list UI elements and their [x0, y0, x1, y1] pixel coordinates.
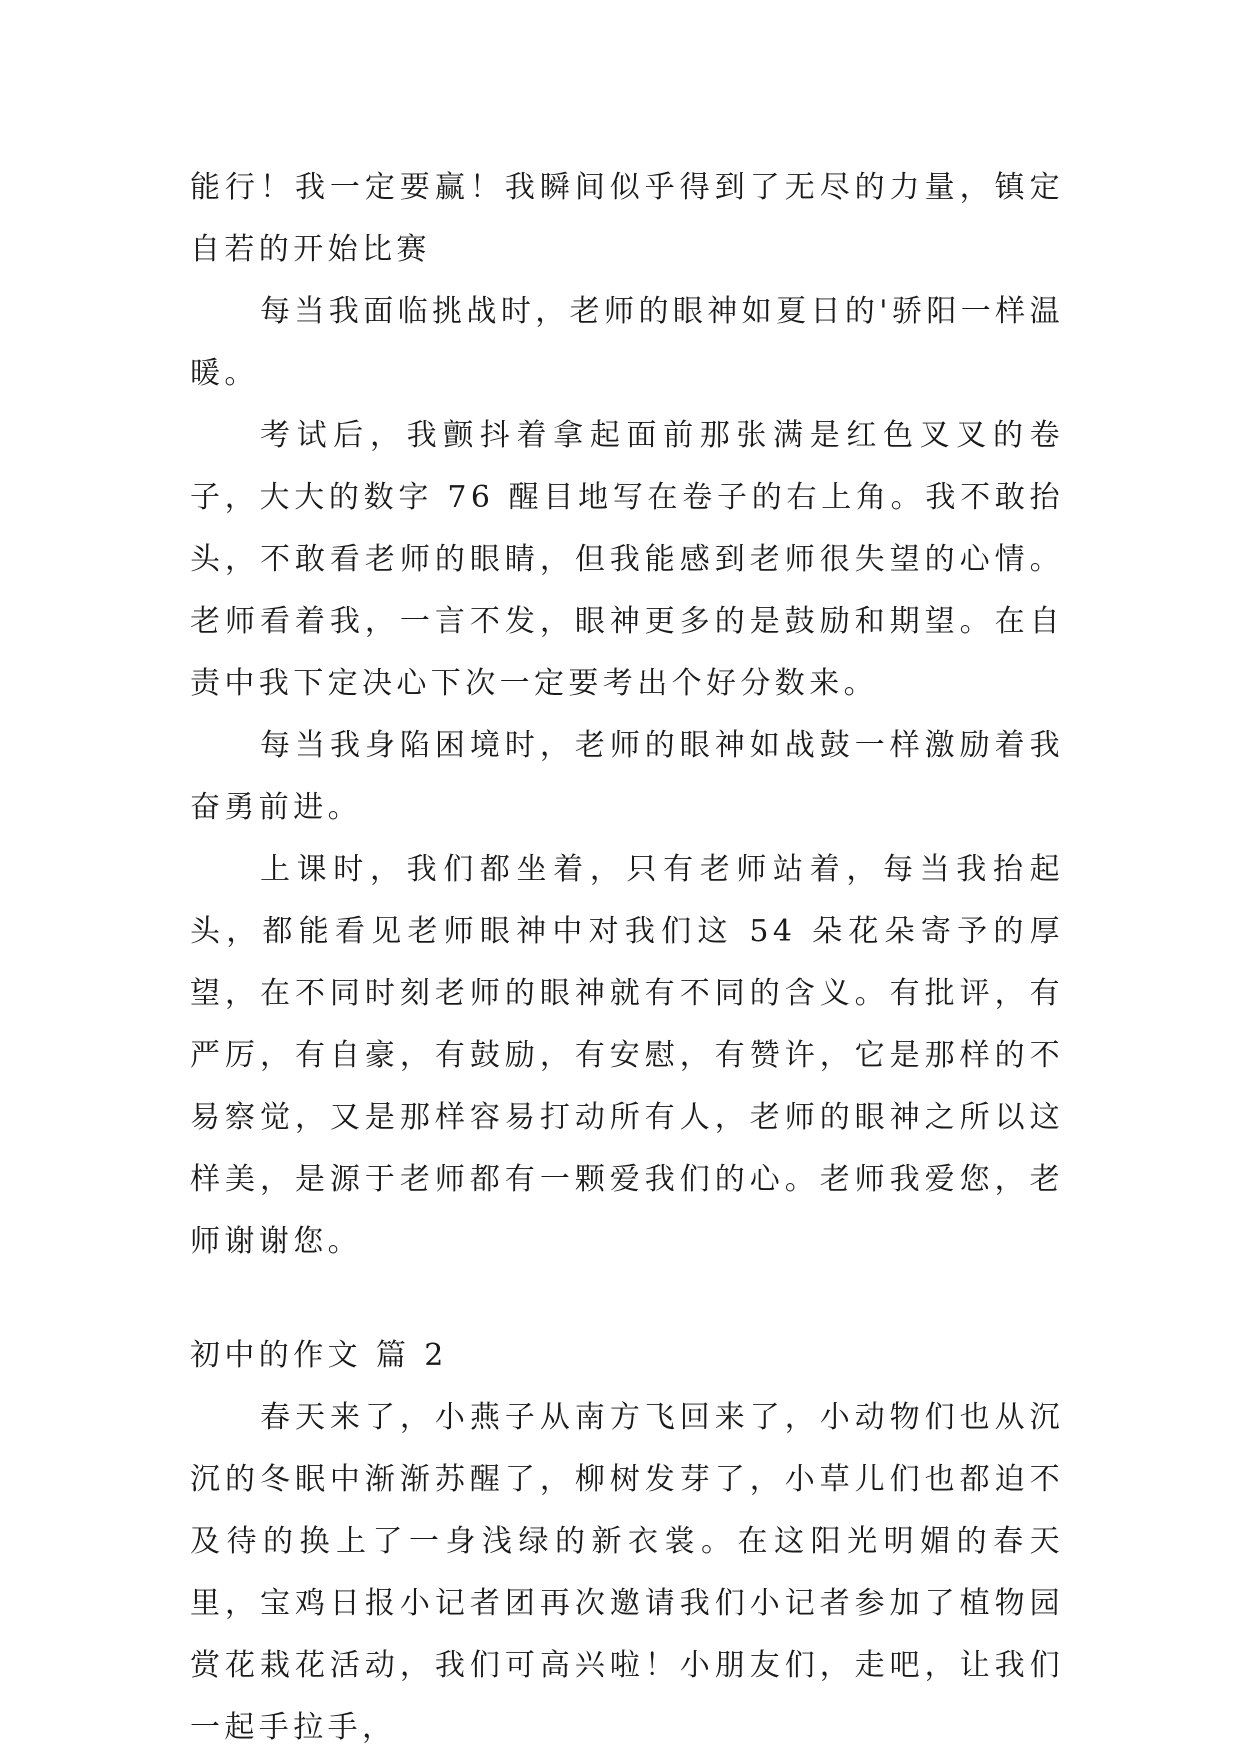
section-title: 初中的作文 篇 2 [190, 1338, 448, 1373]
paragraph-continued: 能行！我一定要赢！我瞬间似乎得到了无尽的力量，镇定自若的开始比赛 [190, 170, 1064, 267]
paragraph: 考试后，我颤抖着拿起面前那张满是红色叉叉的卷子，大大的数字 76 醒目地写在卷子的右上角。我不敢抬头，不敢看老师的眼睛，但我能感到老师很失望的心情。老师看着我，一言不发，眼神更多的是鼓励和期望。在自责中我下定决心下次一定要考出个好分数来。 [190, 418, 1064, 701]
paragraph: 每当我面临挑战时，老师的眼神如夏日的'骄阳一样温暖。 [190, 294, 1064, 391]
paragraph: 每当我身陷困境时，老师的眼神如战鼓一样激励着我奋勇前进。 [190, 728, 1064, 825]
paragraph: 春天来了，小燕子从南方飞回来了，小动物们也从沉沉的冬眠中渐渐苏醒了，柳树发芽了，小草儿们也都迫不及待的换上了一身浅绿的新衣裳。在这阳光明媚的春天里，宝鸡日报小记者团再次邀请我们小记者参加了植物园赏花栽花活动，我们可高兴啦！小朋友们，走吧，让我们一起手拉手， [190, 1400, 1064, 1745]
paragraph: 上课时，我们都坐着，只有老师站着，每当我抬起头，都能看见老师眼神中对我们这 54 朵花朵寄予的厚望，在不同时刻老师的眼神就有不同的含义。有批评，有严厉，有自豪，有鼓励，有安慰，有赞许，它是那样的不易察觉，又是那样容易打动所有人，老师的眼神之所以这样美，是源于老师都有一颗爱我们的心。老师我爱您，老师谢谢您。 [190, 852, 1064, 1259]
document-body [190, 157, 1064, 1759]
